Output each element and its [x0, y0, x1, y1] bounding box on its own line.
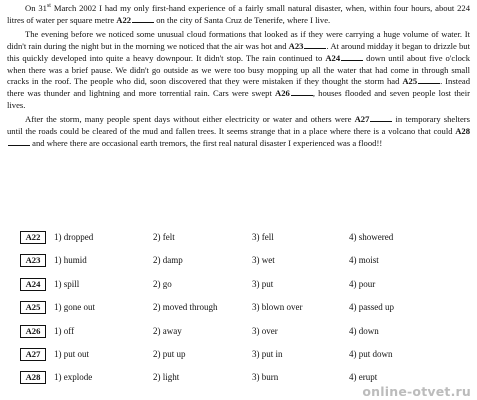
question-row [20, 275, 470, 298]
question-row [20, 345, 470, 368]
option-3[interactable]: 3) put [252, 278, 274, 289]
option-3[interactable]: 3) burn [252, 372, 279, 383]
option-4[interactable]: 4) erupt [349, 372, 378, 383]
gap-a27: A27 [354, 114, 370, 125]
text-run: in temporary shelters until the roads could be cleared of the mud and fallen trees. It seems strange that in a place where there is a volcano that could [7, 114, 471, 137]
gap-a26: A26 [275, 88, 290, 99]
question-number: A22 [20, 231, 46, 244]
question-row [20, 322, 470, 345]
option-1[interactable]: 1) off [54, 325, 75, 336]
option-1[interactable]: 1) explode [54, 372, 93, 383]
option-4[interactable]: 4) pour [349, 278, 376, 289]
text-run: On 31 [25, 3, 47, 13]
option-3[interactable]: 3) put in [252, 348, 283, 359]
question-number: A26 [20, 325, 46, 338]
site-watermark: online-otvet.ru [362, 384, 471, 399]
text-run: March 2002 I had my only first-hand experience of a fairly small natural disaster, when, within four hours, about 224 litres of water per square metre [7, 3, 471, 25]
option-4[interactable]: 4) down [349, 325, 379, 336]
gap-a23: A23 [288, 40, 304, 51]
text-run: . At around midday it began to drizzle but this quickly developed into quite a heavy downpour. It didn't stop. The rain continued to [7, 40, 470, 63]
question-number: A23 [20, 254, 46, 267]
option-1[interactable]: 1) gone out [54, 302, 95, 313]
option-3[interactable]: 3) over [252, 325, 278, 336]
option-2[interactable]: 2) put up [153, 348, 186, 359]
question-number: A24 [20, 278, 46, 291]
option-2[interactable]: 2) go [153, 278, 172, 289]
question-row [20, 251, 470, 274]
option-1[interactable]: 1) put out [54, 348, 89, 359]
question-row [20, 228, 470, 251]
paragraph-1 [7, 3, 470, 27]
blank-line [341, 53, 363, 61]
text-run: and where there are occasional earth tremors, the first real natural disaster I experienced was a flood!! [30, 137, 383, 148]
text-run: on the city of Santa Cruz de Tenerife, where I live. [154, 14, 331, 25]
option-1[interactable]: 1) dropped [54, 232, 94, 242]
blank-line [132, 15, 154, 23]
option-1[interactable]: 1) spill [54, 278, 80, 289]
option-4[interactable]: 4) put down [349, 348, 393, 359]
question-number: A25 [20, 301, 46, 314]
option-4[interactable]: 4) showered [349, 232, 394, 242]
text-run: down until about five o'clock when there was a brief pause. We didn't go outside as we were too busy mopping up all the water that had come in through small cracks in the roof. The people who did, soon discovered that they were mistaken if they thought the storm had [7, 52, 470, 87]
ordinal-suffix: st [46, 3, 51, 10]
reading-passage [7, 3, 470, 152]
question-number: A27 [20, 348, 46, 361]
question-row [20, 298, 470, 321]
blank-line [8, 138, 30, 146]
blank-line [370, 114, 392, 122]
paragraph-3 [7, 114, 470, 150]
blank-line [291, 88, 313, 96]
option-2[interactable]: 2) damp [153, 255, 183, 266]
option-3[interactable]: 3) wet [252, 255, 275, 266]
gap-a28: A28 [455, 126, 470, 137]
blank-line [418, 76, 440, 84]
option-2[interactable]: 2) felt [153, 232, 175, 242]
option-3[interactable]: 3) fell [252, 232, 274, 242]
text-run: The evening before we noticed some unusual cloud formations that looked as if they were carrying a huge volume of water. It didn't rain during the night but in the morning we noticed that the air was hot and [7, 28, 470, 51]
option-3[interactable]: 3) blown over [252, 302, 303, 313]
text-run: , houses flooded and seven people lost their lives. [7, 88, 470, 111]
gap-a24: A24 [325, 52, 341, 63]
answer-options [20, 228, 470, 392]
paragraph-2 [7, 29, 470, 112]
option-4[interactable]: 4) passed up [349, 302, 394, 313]
question-number: A28 [20, 371, 46, 384]
option-2[interactable]: 2) away [153, 325, 182, 336]
text-run: . Instead there was thunder and lightning and more torrential rain. Cars were swept [7, 76, 470, 99]
gap-a25: A25 [402, 76, 418, 87]
gap-a22: A22 [116, 14, 132, 25]
blank-line [304, 41, 326, 49]
option-4[interactable]: 4) moist [349, 255, 379, 266]
text-run: After the storm, many people spent days without either electricity or water and others were [25, 114, 355, 125]
option-1[interactable]: 1) humid [54, 255, 87, 266]
option-2[interactable]: 2) light [153, 372, 180, 383]
option-2[interactable]: 2) moved through [153, 302, 218, 313]
